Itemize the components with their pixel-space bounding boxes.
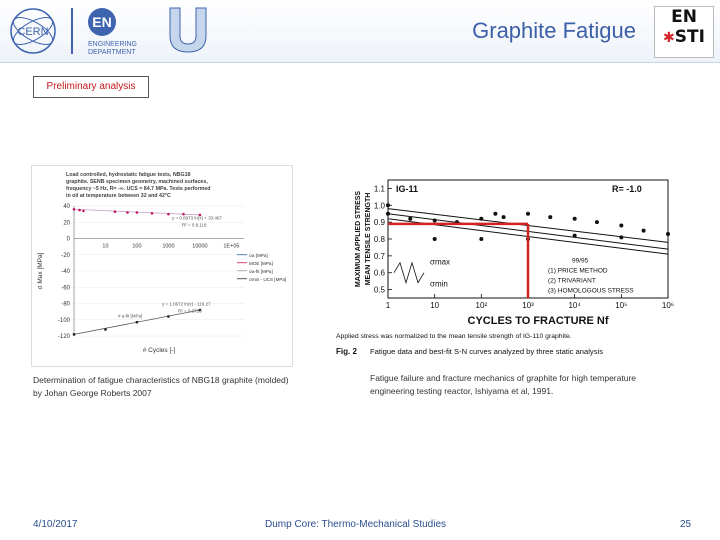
- en-logo-line2: DEPARTMENT: [88, 49, 136, 56]
- right-data-point: [642, 229, 646, 233]
- left-y-tick-label: -20: [61, 252, 70, 259]
- right-data-point: [573, 217, 577, 221]
- right-data-point: [548, 215, 552, 219]
- footer-date: 4/10/2017: [33, 519, 78, 530]
- left-y-tick-label: -40: [61, 269, 70, 275]
- left-y-tick-label: 20: [63, 220, 70, 227]
- left-caption: Determination of fatigue characteristics of NBG18 graphite (molded) by Johan George Roberts 2007: [33, 375, 289, 398]
- right-y-tick-label: 0.8: [373, 235, 385, 244]
- right-data-point: [526, 212, 530, 216]
- right-data-point: [386, 203, 390, 207]
- slide-title: Graphite Fatigue: [472, 18, 636, 43]
- slide-header: [0, 0, 720, 63]
- right-x-tick-label: 10²: [475, 301, 488, 310]
- left-x-tick-label: 1E+05: [223, 243, 240, 250]
- section-tag: Preliminary analysis: [33, 76, 149, 98]
- right-legend-label: (2) TRIVARIANT: [548, 277, 596, 285]
- left-y-tick-label: -60: [61, 285, 70, 292]
- right-y-tick-label: 0.9: [373, 218, 385, 228]
- en-logo-mark: EN: [92, 14, 112, 30]
- university-logo: [166, 6, 210, 56]
- page-number: 25: [680, 519, 692, 530]
- left-y-tick-label: -100: [57, 317, 70, 324]
- right-data-point: [619, 235, 623, 239]
- left-legend-label: σa-fit [MPa]: [249, 268, 273, 274]
- right-chart-note: Applied stress was normalized to the mean tensile strength of IG-110 graphite.: [336, 333, 572, 340]
- right-ratio-label: R= -1.0: [612, 184, 642, 194]
- left-lower-data-point: [104, 328, 106, 330]
- header-divider: [71, 8, 73, 54]
- cern-logo: [8, 6, 58, 56]
- right-data-point: [619, 224, 623, 228]
- right-sigma-min-label: σmin: [430, 279, 448, 289]
- right-y-tick-label: 0.7: [373, 251, 385, 261]
- left-legend-label: MOE [MPa]: [249, 260, 273, 266]
- right-x-tick-label: 10⁶: [661, 301, 675, 310]
- right-data-point: [408, 217, 412, 221]
- left-chart-title: graphite. SENB specimen geometry, machined surfaces,: [66, 179, 208, 185]
- right-y-axis-label-bottom: MEAN TENSILE STRENGTH: [365, 192, 372, 286]
- left-x-tick-label: 1000: [162, 243, 175, 250]
- right-y-tick-label: 1.0: [373, 201, 385, 211]
- left-chart-panel: [31, 165, 293, 367]
- left-x-tick-label: 10000: [192, 243, 208, 250]
- right-x-tick-label: 10⁴: [568, 301, 581, 310]
- right-data-point: [666, 232, 670, 236]
- right-y-tick-label: 0.5: [373, 285, 385, 295]
- footer-center-text: Dump Core: Thermo-Mechanical Studies: [265, 519, 447, 530]
- right-data-point: [595, 220, 599, 224]
- left-chart: [32, 166, 292, 366]
- left-lower-fit-equation: y = 1.0672 ln(x) - 116.27: [162, 301, 211, 307]
- right-chart-panel: [332, 158, 688, 360]
- ensti-logo-bottom: STI: [674, 27, 705, 47]
- right-data-point: [433, 237, 437, 241]
- right-caption: Fatigue failure and fracture mechanics of graphite for high temperature engineering testing reactor, Ishiyama et al, 1991.: [370, 373, 637, 396]
- left-y-tick-label: -120: [57, 334, 70, 340]
- left-chart-title: frequency ~5 Hz, R= -∞. UCS = 84.7 MPa. Tests performed: [66, 186, 211, 192]
- right-x-tick-label: 10³: [522, 301, 534, 310]
- left-x-axis-label: # Cycles [-]: [142, 347, 176, 354]
- ensti-logo: [654, 6, 714, 58]
- left-upper-data-point: [73, 208, 76, 211]
- left-lower-data-point: [136, 321, 138, 323]
- left-upper-data-point: [136, 211, 139, 214]
- left-upper-data-point: [126, 211, 129, 214]
- right-sigma-max-label: σmax: [430, 257, 451, 267]
- right-data-point: [433, 218, 437, 222]
- left-lower-data-point: [73, 333, 75, 335]
- left-x-tick-label: 100: [132, 243, 142, 250]
- right-fig-label: Fig. 2: [336, 347, 357, 356]
- cern-logo-text: CERN: [17, 26, 49, 38]
- asterisk-icon: ✱: [663, 30, 675, 46]
- right-cyclic-load-icon: [394, 263, 424, 283]
- left-y-tick-label: 0: [66, 236, 70, 243]
- right-y-tick-label: 1.1: [373, 184, 385, 194]
- right-x-tick-label: 1: [385, 301, 391, 310]
- left-upper-data-point: [167, 213, 170, 216]
- right-data-point: [479, 217, 483, 221]
- left-upper-data-point: [114, 210, 117, 213]
- left-y-tick-label: -80: [61, 301, 70, 308]
- left-lower-data-point: [167, 315, 169, 317]
- left-x-tick-label: 10: [102, 243, 109, 250]
- right-data-point: [493, 212, 497, 216]
- en-logo: [86, 6, 146, 56]
- right-y-axis-label-top: MAXIMUM APPLIED STRESS: [355, 190, 362, 288]
- right-x-tick-label: 10⁵: [615, 301, 628, 310]
- right-y-tick-label: 0.6: [373, 268, 385, 278]
- left-upper-data-point: [151, 212, 154, 215]
- right-data-point: [386, 212, 390, 216]
- right-chart-title: IG-11: [396, 184, 419, 194]
- en-logo-line1: ENGINEERING: [88, 41, 138, 48]
- right-data-point: [479, 237, 483, 241]
- right-chart: [332, 158, 688, 360]
- left-y-axis-label: σ Max [MPa]: [37, 252, 44, 290]
- left-legend-label: σa [MPa]: [249, 252, 268, 258]
- right-data-point: [573, 234, 577, 238]
- left-upper-fit-equation: y = 0.8973 ln(x) + 33.467: [172, 215, 223, 221]
- right-legend-label: (1) PRICE METHOD: [548, 267, 608, 275]
- left-lower-fit-r2: R² = 0.3718: [178, 308, 202, 314]
- left-y-tick-label: 40: [63, 204, 70, 210]
- right-legend-label: (3) HOMOLOGOUS STRESS: [548, 287, 634, 295]
- right-probability-label: 99/95: [572, 257, 589, 265]
- right-x-tick-label: 10: [430, 301, 440, 310]
- left-chart-title: in oil at temperature between 32 and 42°C: [66, 193, 171, 199]
- left-chart-title: Load controlled, hydrostatic fatigue tests, NBG18: [66, 172, 191, 178]
- left-upper-data-point: [82, 210, 85, 213]
- left-low-series-label: # a-fit [MPa]: [118, 313, 143, 319]
- right-data-point: [502, 215, 506, 219]
- left-legend-label: σmin - UCS [MPa]: [249, 276, 287, 282]
- left-upper-fit-r2: R² = 0.8,118: [182, 222, 207, 228]
- right-x-axis-label: CYCLES TO FRACTURE Nf: [467, 315, 609, 327]
- left-upper-data-point: [78, 209, 81, 212]
- ensti-logo-top: EN: [671, 7, 697, 27]
- right-fig-caption: Fatigue data and best-fit S-N curves analyzed by three static analysis: [370, 347, 603, 356]
